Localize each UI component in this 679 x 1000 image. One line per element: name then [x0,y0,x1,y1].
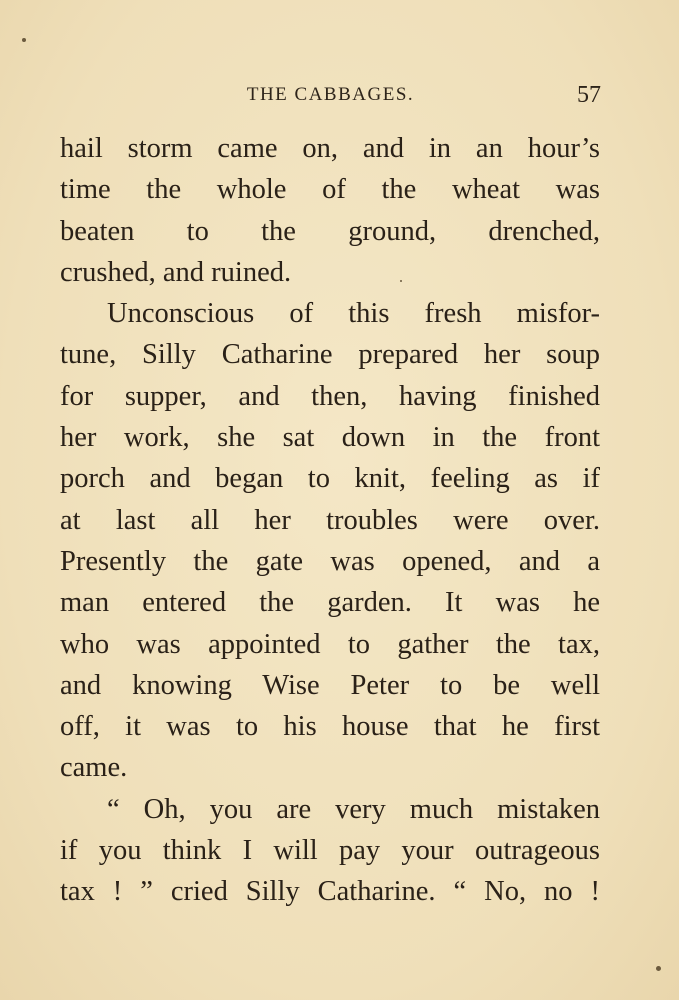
text-line: porch and began to knit, feeling as if [60,463,600,495]
text-line: tax ! ” cried Silly Catharine. “ No, no ! [60,876,600,908]
text-line: if you think I will pay your outrageous [60,835,600,867]
text-line: who was appointed to gather the tax, [60,628,600,660]
text-line: at last all her troubles were over. [60,504,600,536]
text-line: man entered the garden. It was he [60,587,600,619]
body-text [60,128,600,913]
text-line: tune, Silly Catharine prepared her soup [60,339,600,371]
text-line: hail storm came on, and in an hour’s [60,133,600,164]
paper-speck [656,966,661,971]
text-line: her work, she sat down in the front [60,422,600,454]
text-line: off, it was to his house that he first [60,711,600,743]
text-line: came. [60,752,128,784]
text-line: Presently the gate was opened, and a [60,545,600,577]
text-line: Unconscious of this fresh misfor- [107,298,600,330]
text-line: “ Oh, you are very much mistaken [107,793,600,825]
page-header [60,82,601,112]
paper-speck [22,38,26,42]
text-line: beaten to the ground, drenched, [60,215,600,247]
text-line: and knowing Wise Peter to be well [60,669,600,701]
page-number: 57 [577,82,601,108]
text-line: for supper, and then, having finished [60,380,600,412]
text-line: crushed, and ruined. [60,256,292,288]
text-line: time the whole of the wheat was [60,174,600,206]
running-head: THE CABBAGES. [246,84,415,105]
